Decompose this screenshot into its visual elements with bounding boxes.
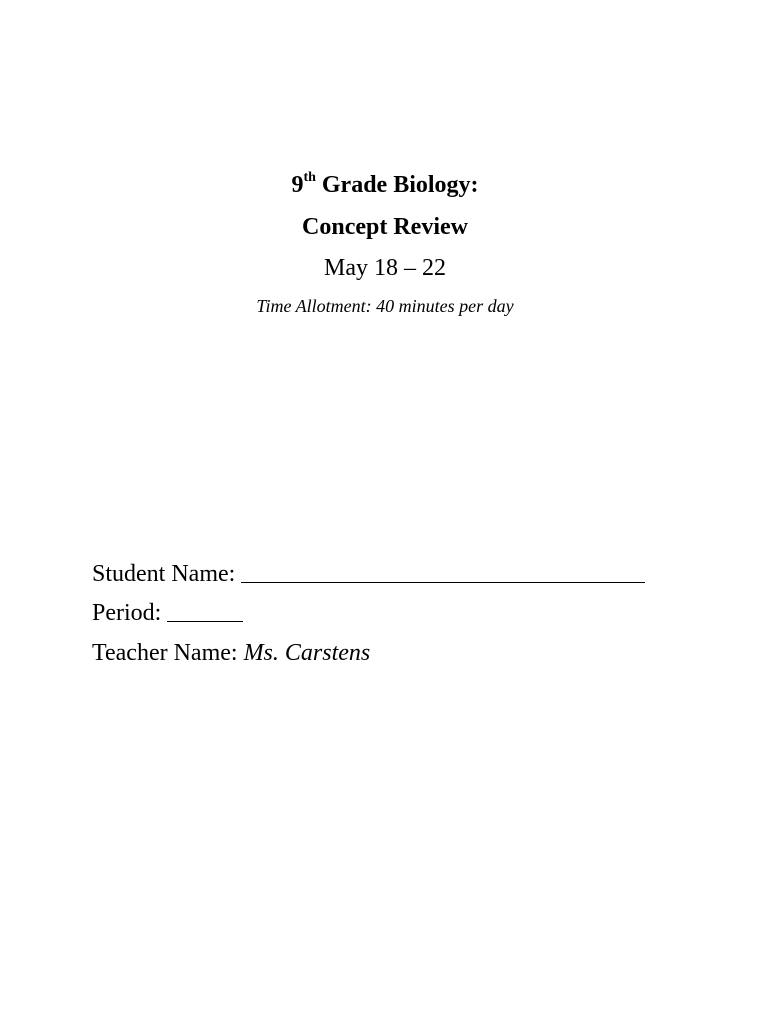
grade-number: 9 (291, 172, 304, 198)
teacher-name-field (92, 640, 370, 667)
subject-title: Grade Biology: (315, 172, 479, 198)
document-title (0, 172, 770, 199)
period-field (92, 597, 243, 627)
period-blank[interactable] (167, 599, 243, 622)
document-subtitle: Concept Review (302, 214, 468, 240)
grade-suffix: th (303, 170, 316, 185)
period-label: Period: (92, 600, 162, 626)
teacher-name-label: Teacher Name: (92, 640, 238, 666)
student-name-label: Student Name: (92, 561, 236, 587)
teacher-name-value: Ms. Carstens (243, 640, 371, 666)
student-name-field (92, 558, 645, 588)
student-name-blank[interactable] (241, 560, 645, 583)
date-range: May 18 – 22 (324, 255, 446, 281)
time-allotment: Time Allotment: 40 minutes per day (256, 296, 514, 316)
